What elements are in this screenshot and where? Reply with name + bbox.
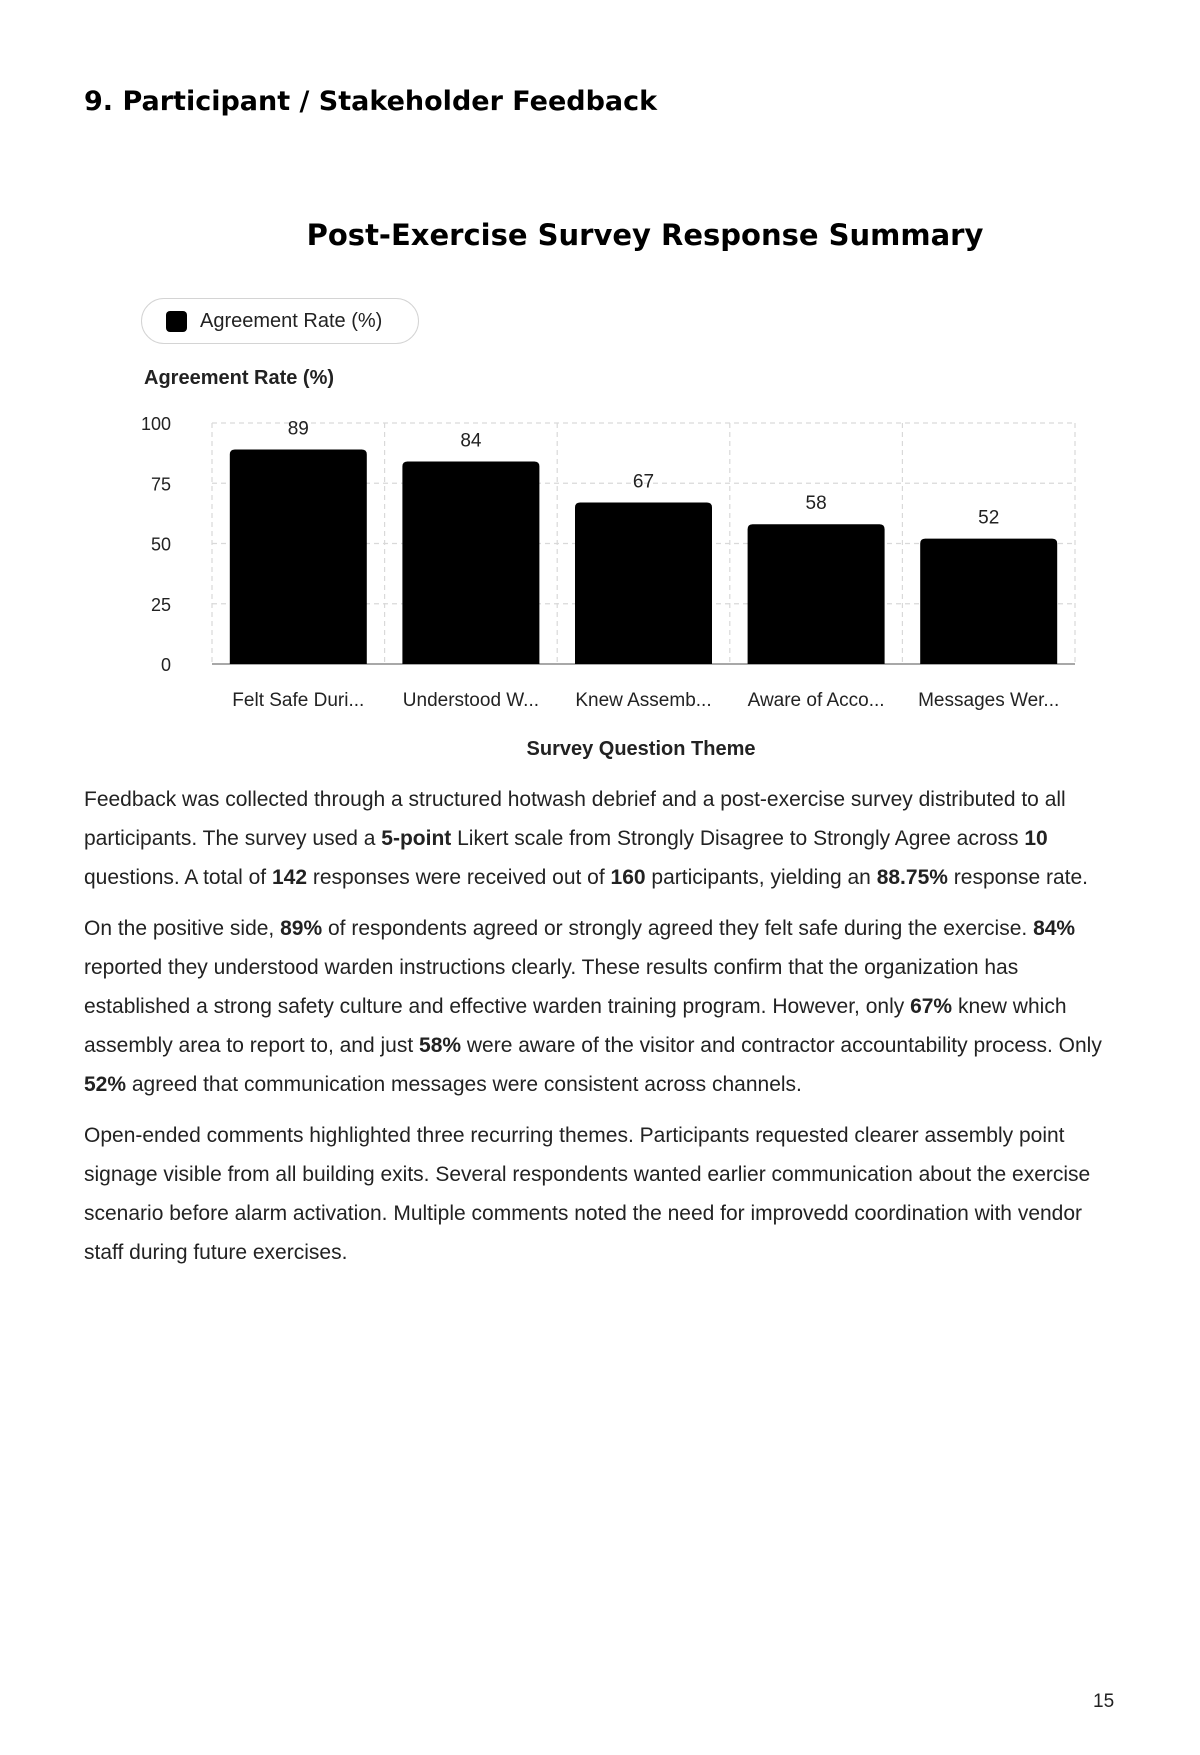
emphasis-value: 10 [1024, 827, 1048, 850]
data-label: 67 [632, 471, 655, 493]
paragraph-text: Open-ended comments highlighted three recurring themes. Participants requested clearer assembly point signage visible from all building exits. Several respondents wanted earlier communication about the exercise scenario before alarm activation. Multiple comments noted the need for improvedd coordination with vendor staff during future exercises. [84, 1124, 1091, 1264]
paragraph-text: participants, yielding an [645, 866, 877, 889]
paragraph [84, 909, 1102, 1104]
paragraph-text: questions. A total of [84, 866, 272, 889]
bar[interactable] [402, 462, 539, 664]
x-axis-label: Survey Question Theme [526, 738, 756, 760]
legend-swatch [166, 311, 187, 332]
y-tick-label: 25 [150, 594, 171, 615]
emphasis-value: 67% [910, 995, 953, 1018]
x-tick-label: Understood W... [402, 690, 540, 711]
x-axis-ticks [232, 690, 1059, 711]
bar[interactable] [920, 539, 1057, 664]
paragraph-text: knew which assembly area to report to, and just [84, 995, 1067, 1057]
y-tick-label: 0 [160, 655, 171, 675]
data-label: 52 [978, 507, 1000, 529]
emphasis-value: 58% [419, 1034, 462, 1057]
paragraph-text: On the positive side, [84, 917, 281, 940]
paragraph-text: of respondents agreed or strongly agreed they felt safe during the exercise. [322, 917, 1034, 940]
y-axis-ticks [141, 414, 171, 675]
data-label: 89 [287, 418, 309, 440]
paragraph-text: Likert scale from Strongly Disagree to Strongly Agree across [451, 827, 1025, 850]
y-axis-label: Agreement Rate (%) [144, 367, 335, 389]
bar[interactable] [748, 524, 885, 664]
bar-chart [0, 360, 1200, 770]
data-label: 58 [805, 493, 827, 515]
body-text [84, 780, 1102, 1284]
x-tick-label: Knew Assemb... [575, 690, 712, 711]
emphasis-value: 142 [271, 866, 308, 889]
section-title: 9. Participant / Stakeholder Feedback [84, 86, 658, 117]
paragraph-text: reported they understood warden instructions clearly. These results confirm that the organization has established a strong safety culture and effective warden training program. However, only [84, 956, 1019, 1018]
emphasis-value: 84% [1033, 917, 1076, 940]
y-tick-label: 50 [150, 534, 171, 555]
legend-label: Agreement Rate (%) [200, 309, 383, 332]
chart-title: Post-Exercise Survey Response Summary [306, 218, 984, 252]
paragraph [84, 780, 1102, 897]
emphasis-value: 89% [280, 917, 323, 940]
paragraph-text: were aware of the visitor and contractor accountability process. Only [461, 1034, 1102, 1057]
emphasis-value: 88.75% [876, 866, 948, 889]
bar[interactable] [230, 450, 367, 664]
page-number: 15 [1093, 1691, 1115, 1712]
chart-legend[interactable] [141, 298, 419, 344]
paragraph [84, 1116, 1102, 1272]
paragraph-text: agreed that communication messages were consistent across channels. [126, 1073, 802, 1096]
emphasis-value: 5-point [381, 827, 452, 850]
emphasis-value: 160 [610, 866, 646, 889]
paragraph-text: response rate. [947, 866, 1089, 889]
x-tick-label: Aware of Acco... [747, 690, 885, 711]
bar[interactable] [575, 503, 712, 664]
emphasis-value: 52% [84, 1073, 127, 1096]
data-label: 84 [460, 430, 482, 452]
paragraph-text: Feedback was collected through a structured hotwash debrief and a post-exercise survey distributed to all participants. The survey used a [84, 788, 1066, 850]
x-tick-label: Felt Safe Duri... [232, 690, 365, 711]
paragraph-text: responses were received out of [307, 866, 611, 889]
y-tick-label: 75 [150, 474, 171, 495]
x-tick-label: Messages Wer... [918, 690, 1060, 711]
y-tick-label: 100 [140, 414, 171, 434]
